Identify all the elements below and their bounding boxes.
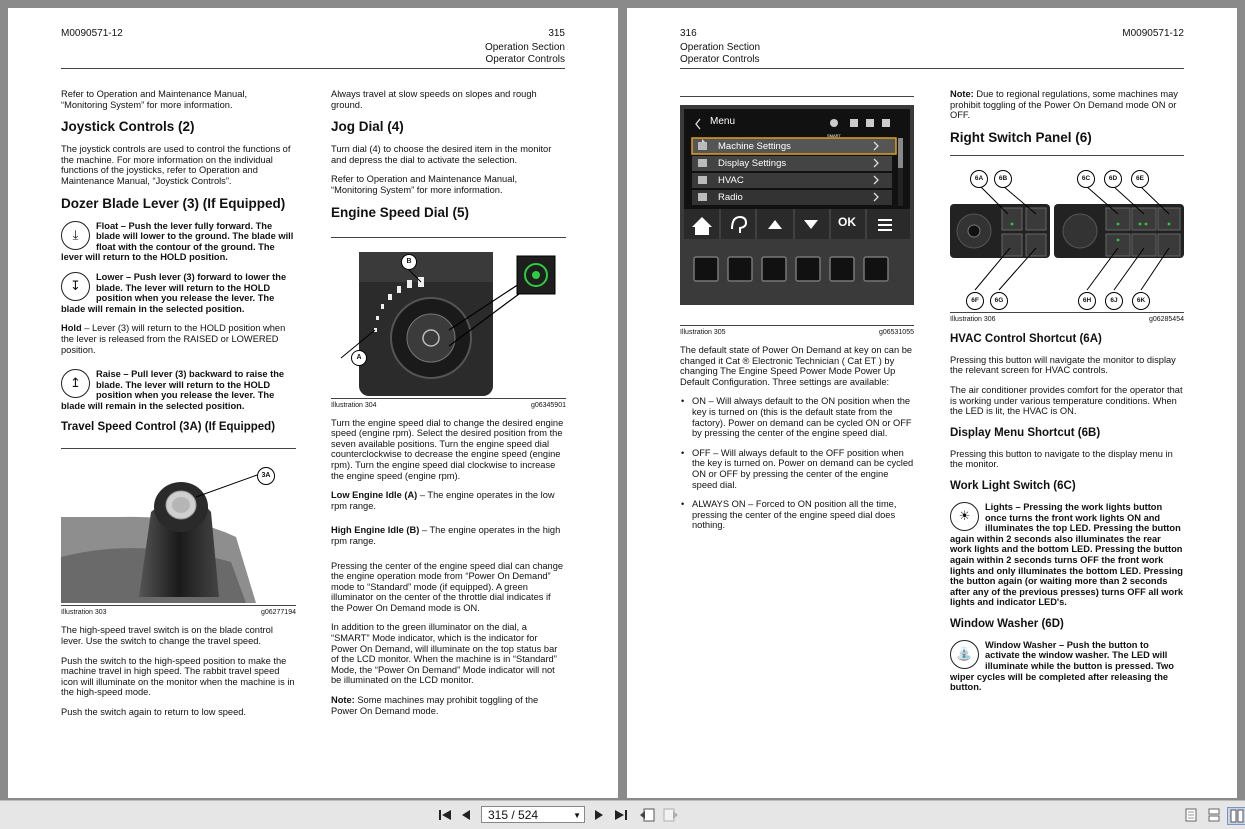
left-column-2 [331,89,566,725]
first-page-button[interactable] [437,807,453,823]
subsection-title: Operator Controls [485,54,565,65]
switch-panel-image [950,164,1184,310]
heading-joystick: Joystick Controls (2) [61,119,195,135]
screen-smart-indicator: SMART [827,133,841,138]
lights-paragraph: ☀ Lights – Pressing the work lights button once turns the front work lights ON and illuminates the top LED. Pressing the button again within 2 seconds also illuminates the rear work lights and the bottom LED. Pressing the button again within 2 seconds turns OFF the front work lights and only illuminates the bottom LED. Pressing the button again (or waiting more than 2 seconds after any of the previous presses) turns OFF all work lights and indicator LED's. [950,501,1183,608]
forward-view-icon [663,808,679,822]
paragraph: Turn dial (4) to choose the desired item in the monitor and depress the dial to activate the selection. [331,144,552,165]
heading-engine-speed: Engine Speed Dial (5) [331,204,470,220]
single-page-icon [1185,808,1197,822]
illustration-306 [950,164,1184,310]
paragraph: Note: Due to regional regulations, some machines may prohibit toggling of the Power On Demand mode ON or OFF. [950,89,1178,121]
illustration-caption: Illustration 304 g06345901 [331,398,566,410]
bullet-item: • ALWAYS ON – Forced to ON position all the time, pressing the center of the engine speed dial does nothing. [680,499,914,531]
viewer-toolbar [0,800,1245,829]
back-view-button[interactable] [638,807,656,823]
heading-display-menu-shortcut: Display Menu Shortcut (6B) [950,426,1101,439]
page-number: 315 [548,28,565,39]
last-page-button[interactable] [613,807,629,823]
illustration-caption: Illustration 303 g06277194 [61,605,296,617]
paragraph: Pressing the center of the engine speed dial can change the engine operation mode from “Power On Demand” mode to “Standard” mode (if equipped). A green illuminator on the center of the throttle dial indicates if the Power On Demand mode is ON. [331,560,564,613]
previous-page-button[interactable] [459,807,473,823]
section-title: Operation Section [680,42,761,53]
doc-id: M0090571-12 [61,28,123,39]
previous-page-icon [461,809,471,821]
next-page-icon [594,809,604,821]
callout-6h: 6H [1078,292,1096,310]
subsection-title: Operator Controls [680,54,760,65]
washer-paragraph: ⛲ Window Washer – Push the button to activate the window washer. The LED will illuminate while the button is pressed. Two wiper cycles will be completed after releasing the button. [950,639,1174,693]
doc-id: M0090571-12 [1122,28,1184,39]
paragraph: Pressing this button will navigate the monitor to display the relevant screen for HVAC controls. [950,354,1176,376]
callout-6j: 6J [1105,292,1123,310]
last-page-icon [614,809,628,821]
paragraph: The default state of Power On Demand at key on can be changed it Cat ® Electronic Technician ( Cat ET ) by changing The Engine Speed Power Mode Power Up Default Configuration. Three settings are available: [680,345,913,387]
header-rule [680,68,1184,69]
page-315 [8,8,618,798]
heading-work-light-switch: Work Light Switch (6C) [950,479,1076,492]
illustration-caption: Illustration 305 g06531055 [680,325,914,337]
screen-menu-title: Menu [710,116,736,127]
single-page-view-button[interactable] [1184,807,1198,823]
float-paragraph: ⤓ Float – Push the lever fully forward. The blade will lower to the ground. The blade will float with the contour of the ground. The lever will return to the HOLD position. [61,220,294,263]
two-page-icon [1230,809,1244,823]
illustration-303 [61,457,296,603]
first-page-icon [438,809,452,821]
paragraph: Push the switch to the high-speed position to make the machine travel in high speed. The rabbit travel speed icon will illuminate on the monitor when the machine is in the high-speed mode. [61,655,295,698]
paragraph: The air conditioner provides comfort for the operator that is working under various temperature conditions. When the LED is lit, the HVAC is ON. [950,384,1183,417]
hold-paragraph: Hold – Lever (3) will return to the HOLD position when the lever is released from the RAISED or LOWERED position. [61,323,286,355]
callout-6f: 6F [966,292,984,310]
bullet-item: • ON – Will always default to the ON position when the key is turned on (this is the default state from the factory). Power on demand can be cycled ON or OFF by pressing the center of the engine speed dial. [680,396,914,438]
bullet-item: • OFF – Will always default to the OFF position when the key is turned on. Power on demand can be cycled ON or OFF by pressing the center of the engine speed dial. [680,448,914,490]
paragraph: Note: Some machines may prohibit toggling of the Power On Demand mode. [331,695,539,716]
heading-travel-speed: Travel Speed Control (3A) (If Equipped) [61,421,276,434]
callout-6c: 6C [1077,170,1095,188]
callout-6e: 6E [1131,170,1149,188]
lower-icon: ↧ [61,272,90,301]
page-number: 316 [680,28,697,39]
figure-rule [950,155,1184,156]
figure-rule [331,237,566,238]
forward-view-button[interactable] [662,807,680,823]
two-page-view-button[interactable] [1227,807,1245,825]
right-column-2 [950,89,1184,702]
engine-speed-dial-image [331,246,566,396]
lower-paragraph: ↧ Lower – Push lever (3) forward to lower the blade. The lever will return to the HOLD position when you release the lever. The blade will remain in the selected position. [61,271,287,314]
paragraph: Turn the engine speed dial to change the desired engine speed (engine rpm). Select the desired position from the seven available positions. Turn the engine speed dial counterclockwise to decrease the engine speed (engine rpm). Turn the engine speed dial clockwise to increase the engine speed (engine rpm). [331,417,564,481]
header-rule [61,68,565,69]
screen-menu-item: Machine Settings [718,141,791,152]
callout-a: A [351,350,367,366]
paragraph: The high-speed travel switch is on the blade control lever. Use the switch to change the travel speed. [61,625,273,647]
paragraph: Refer to Operation and Maintenance Manual, “Monitoring System” for more information. [61,89,248,110]
heading-right-switch-panel: Right Switch Panel (6) [950,129,1092,145]
chevron-down-icon[interactable]: ▼ [573,811,581,820]
paragraph: Always travel at slow speeds on slopes and rough ground. [331,89,537,110]
heading-jog-dial: Jog Dial (4) [331,119,404,135]
paragraph: Push the switch again to return to low speed. [61,707,247,718]
paragraph: Low Engine Idle (A) – The engine operates in the low rpm range. [331,490,555,511]
screen-menu-item: Radio [718,192,743,203]
continuous-view-button[interactable] [1207,807,1221,823]
heading-window-washer: Window Washer (6D) [950,617,1064,630]
paragraph: High Engine Idle (B) – The engine operates in the high rpm range. [331,525,561,546]
screen-ok-label: OK [838,215,856,229]
page-number-field[interactable]: 315 / 524 ▼ [481,806,585,823]
paragraph: Refer to Operation and Maintenance Manual, “Monitoring System” for more information. [331,174,518,195]
page-316 [627,8,1237,798]
back-view-icon [639,808,655,822]
work-light-icon: ☀ [950,502,979,531]
window-washer-icon: ⛲ [950,640,979,669]
float-icon: ⤓ [61,221,90,250]
callout-6g: 6G [990,292,1008,310]
left-column-1 [61,89,296,727]
screen-menu-item: HVAC [718,175,744,186]
callout-b: B [401,254,417,270]
raise-icon: ↥ [61,369,90,398]
paragraph: The joystick controls are used to control the functions of the machine. For more information on the individual functions of the joysticks, refer to Operation and Maintenance Manual, “Joystick Controls”. [61,144,291,186]
callout-6d: 6D [1104,170,1122,188]
raise-paragraph: ↥ Raise – Pull lever (3) backward to raise the blade. The lever will return to the HOLD position when you release the lever. The blade will remain in the selected position. [61,369,285,411]
heading-dozer-blade: Dozer Blade Lever (3) (If Equipped) [61,195,286,211]
paragraph: Pressing this button to navigate to the display menu in the monitor. [950,448,1173,470]
figure-rule [61,448,296,449]
illustration-305 [680,105,914,305]
callout-6k: 6K [1132,292,1150,310]
illustration-304 [331,246,566,396]
next-page-button[interactable] [592,807,606,823]
paragraph: In addition to the green illuminator on the dial, a “SMART” Mode indicator, which is the indicator for Power On Demand, will illuminate on the top status bar of the LCD monitor. When the machine is in “Standard” Mode, the “Power On Demand” Mode indicator will not be illuminated on the LCD monitor. [331,622,558,686]
callout-6a: 6A [970,170,988,188]
figure-rule [680,96,914,97]
monitor-screen-image [680,105,914,305]
callout-6b: 6B [994,170,1012,188]
illustration-caption: Illustration 306 g06285454 [950,312,1184,324]
callout-3a: 3A [257,467,275,485]
screen-menu-item: Display Settings [718,158,787,169]
continuous-page-icon [1208,808,1220,822]
right-column-1 [680,96,914,540]
section-title: Operation Section [484,42,565,53]
heading-hvac-shortcut: HVAC Control Shortcut (6A) [950,332,1102,345]
